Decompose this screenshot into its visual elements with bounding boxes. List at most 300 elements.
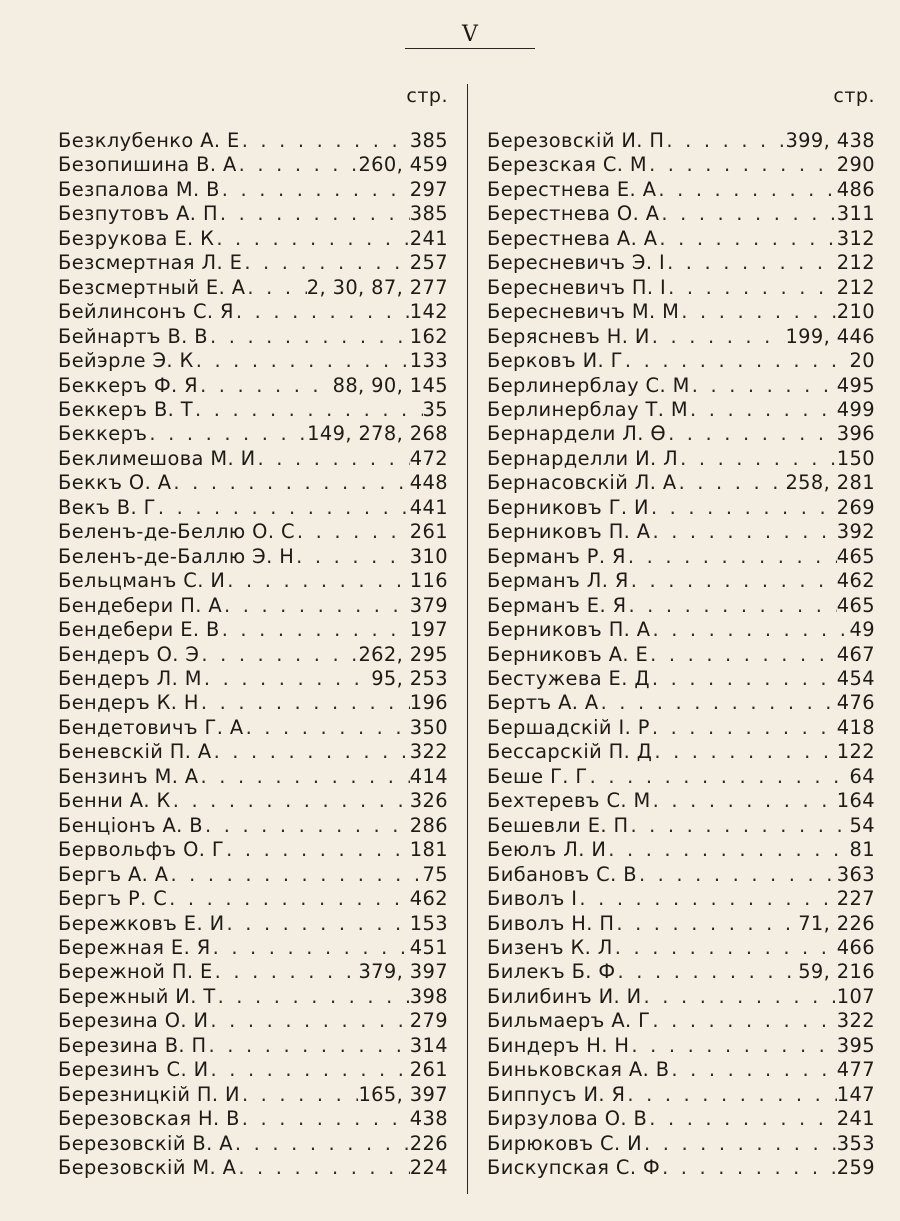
entry-name: Безклубенко А. Е	[58, 129, 240, 152]
dot-leader	[626, 594, 836, 618]
entry-pages: 385	[409, 129, 448, 152]
dot-leader	[225, 569, 410, 593]
entry-pages: 466	[836, 935, 875, 959]
index-entry	[58, 643, 448, 667]
dot-leader	[218, 202, 410, 226]
entry-pages: 286	[409, 813, 448, 837]
index-entry	[487, 422, 875, 446]
entry-pages: 49	[849, 618, 875, 642]
entry-name: Беккеръ Ф. Я	[58, 373, 199, 397]
entry-pages: 499	[836, 397, 875, 421]
dot-leader	[649, 496, 837, 520]
dot-leader	[614, 912, 798, 936]
entry-pages: 472	[409, 446, 448, 470]
index-entry	[487, 838, 875, 862]
dot-leader	[236, 1156, 409, 1180]
index-entry	[58, 1009, 448, 1033]
entry-name: Биньковская А. В	[487, 1058, 670, 1082]
entry-name: Беккеръ В. Т	[58, 397, 194, 421]
dot-leader	[657, 227, 836, 251]
dot-leader	[294, 545, 410, 569]
entry-pages: 350	[409, 715, 448, 739]
entry-name: Бирюковъ С. И	[487, 1131, 642, 1155]
entry-pages: 149, 278, 268	[307, 422, 448, 446]
dot-leader	[147, 422, 307, 446]
index-entry	[58, 471, 448, 495]
index-entry	[58, 398, 448, 422]
entry-name: Бейэрле Э. К	[58, 349, 194, 373]
entry-name: Бергъ Р. С	[58, 887, 168, 911]
index-entry	[487, 569, 875, 593]
entry-name: Бенціонъ А. В	[58, 813, 203, 837]
index-entry	[58, 1132, 448, 1156]
entry-pages: 259	[836, 1156, 875, 1180]
dot-leader	[588, 765, 850, 789]
index-entry	[58, 716, 448, 740]
entry-pages: 162	[409, 324, 448, 348]
index-entry	[58, 789, 448, 813]
entry-name: Безпалова М. В	[58, 177, 220, 201]
entry-pages: 326	[409, 789, 448, 813]
entry-pages: 310	[409, 544, 448, 568]
entry-pages: 465	[836, 544, 875, 568]
entry-pages: 322	[836, 1009, 875, 1033]
dot-leader	[647, 1107, 837, 1131]
dot-leader	[209, 1058, 410, 1082]
dot-leader	[613, 936, 837, 960]
entry-name: Бендетовичъ Г. А	[58, 715, 244, 739]
entry-pages: 258, 281	[785, 471, 875, 495]
dot-leader	[208, 1009, 409, 1033]
entry-pages: 363	[836, 862, 875, 886]
entry-name: Бернардели Л. Ѳ	[487, 422, 667, 446]
dot-leader	[688, 398, 837, 422]
index-entry	[58, 178, 448, 202]
entry-name: Биппусъ И. Я	[487, 1082, 626, 1106]
dot-leader	[678, 447, 837, 471]
entry-name: Безсмертная Л. Е	[58, 251, 243, 275]
dot-leader	[665, 251, 837, 275]
index-entry	[58, 838, 448, 862]
index-entry	[58, 227, 448, 251]
entry-pages: 385	[409, 202, 448, 226]
index-entry	[487, 863, 875, 887]
entry-name: Бервольфъ О. Г	[58, 838, 225, 862]
dot-leader	[194, 349, 410, 373]
entry-name: Бибановъ С. В	[487, 862, 637, 886]
entry-pages: 197	[409, 618, 448, 642]
index-entry	[487, 349, 875, 373]
dot-leader	[669, 1058, 836, 1082]
dot-leader	[222, 594, 410, 618]
entry-pages: 165, 397	[358, 1082, 448, 1106]
dot-leader	[224, 838, 410, 862]
page-column-heading: стр.	[833, 85, 875, 107]
entry-name: Беккъ О. А	[58, 471, 172, 495]
dot-leader	[156, 496, 410, 520]
dot-leader	[650, 618, 849, 642]
entry-name: Берниковъ А. Е	[487, 642, 649, 666]
entry-name: Беклимешова М. И	[58, 446, 256, 470]
index-entry	[487, 789, 875, 813]
entry-pages: 257	[409, 251, 448, 275]
entry-pages: 312	[836, 226, 875, 250]
index-entry	[58, 374, 448, 398]
index-entry	[487, 814, 875, 838]
entry-pages: 153	[409, 911, 448, 935]
entry-pages: 20	[849, 349, 875, 373]
dot-leader	[647, 153, 837, 177]
index-entry	[58, 863, 448, 887]
entry-pages: 279	[409, 1009, 448, 1033]
entry-name: Берестнева Е. А	[487, 177, 657, 201]
entry-pages: 210	[836, 300, 875, 324]
entry-name: Бернасовскій Л. А	[487, 471, 677, 495]
entry-pages: 486	[836, 177, 875, 201]
index-entry	[487, 765, 875, 789]
entry-pages: 399, 438	[785, 129, 875, 152]
index-entry	[58, 569, 448, 593]
index-entry	[487, 1107, 875, 1131]
entry-name: Березская С. М	[487, 153, 648, 177]
dot-leader	[659, 202, 836, 226]
entry-name: Бешевли Е. П	[487, 813, 629, 837]
dot-leader	[660, 1156, 837, 1180]
index-entry	[58, 422, 448, 446]
index-entry	[58, 594, 448, 618]
index-entry	[487, 936, 875, 960]
entry-name: Бискупская С. Ф	[487, 1156, 661, 1180]
dot-leader	[650, 520, 836, 544]
entry-name: Берлинерблау С. М	[487, 373, 690, 397]
index-entry	[58, 349, 448, 373]
dot-leader	[212, 740, 410, 764]
entry-name: Беккеръ	[58, 422, 148, 446]
entry-pages: 414	[409, 764, 448, 788]
dot-leader	[240, 129, 410, 153]
dot-leader	[220, 178, 410, 202]
dot-leader	[167, 887, 410, 911]
entry-name: Биволъ Н. П	[487, 911, 615, 935]
entry-pages: 269	[836, 495, 875, 519]
index-entry	[58, 325, 448, 349]
dot-leader	[168, 863, 422, 887]
index-entry	[58, 496, 448, 520]
entry-name: Бересневичъ М. М	[487, 300, 680, 324]
dot-leader	[216, 985, 410, 1009]
index-entry	[58, 618, 448, 642]
index-entry	[487, 691, 875, 715]
index-entry	[487, 716, 875, 740]
index-entry	[58, 545, 448, 569]
index-entry	[487, 153, 875, 177]
entry-pages: 462	[836, 569, 875, 593]
index-entry	[487, 129, 875, 153]
index-entry	[487, 374, 875, 398]
dot-leader	[626, 545, 837, 569]
dot-leader	[651, 789, 837, 813]
dot-leader	[650, 1009, 836, 1033]
entry-pages: 441	[409, 495, 448, 519]
entry-pages: 88, 90, 145	[332, 373, 448, 397]
entry-name: Безсмертный Е. А	[58, 275, 246, 299]
entry-name: Бергъ А. А	[58, 862, 169, 886]
entry-name: Березовскій В. А	[58, 1131, 233, 1155]
entry-name: Берлинерблау Т. М	[487, 397, 689, 421]
index-entry	[487, 740, 875, 764]
entry-name: Берниковъ Г. И	[487, 495, 649, 519]
entry-pages: 454	[836, 666, 875, 690]
dot-leader	[242, 251, 409, 275]
index-entry	[58, 300, 448, 324]
dot-leader	[616, 960, 799, 984]
entry-list	[487, 129, 875, 1180]
entry-pages: 95, 253	[371, 666, 448, 690]
entry-pages: 322	[409, 740, 448, 764]
entry-name: Безрукова Е. К	[58, 226, 215, 250]
entry-pages: 116	[409, 569, 448, 593]
entry-name: Безопишина В. А	[58, 153, 237, 177]
entry-pages: 462	[409, 887, 448, 911]
dot-leader	[623, 349, 850, 373]
dot-leader	[256, 447, 410, 471]
index-entry	[487, 1156, 875, 1180]
dot-leader	[652, 740, 836, 764]
dot-leader	[211, 936, 410, 960]
index-entry	[487, 227, 875, 251]
dot-leader	[225, 912, 410, 936]
index-entry	[58, 202, 448, 226]
entry-name: Беленъ-де-Баллю Э. Н	[58, 544, 295, 568]
entry-list	[58, 129, 448, 1180]
entry-name: Березинъ С. И	[58, 1058, 209, 1082]
entry-pages: 81	[849, 838, 875, 862]
entry-name: Бейлинсонъ С. Я	[58, 300, 234, 324]
dot-leader	[650, 667, 837, 691]
index-entry	[58, 1058, 448, 1082]
entry-pages: 476	[836, 691, 875, 715]
index-entry	[487, 887, 875, 911]
dot-leader	[240, 1083, 358, 1107]
dot-leader	[606, 838, 849, 862]
index-entry	[487, 276, 875, 300]
entry-name: Березовская Н. В	[58, 1107, 240, 1131]
index-entry	[58, 887, 448, 911]
entry-pages: 379	[409, 593, 448, 617]
index-entry	[487, 398, 875, 422]
dot-leader	[666, 276, 837, 300]
entry-name: Бересневичъ Э. І	[487, 251, 666, 275]
index-entry	[58, 447, 448, 471]
entry-name: Билекъ Б. Ф	[487, 960, 616, 984]
index-entry	[487, 643, 875, 667]
entry-pages: 241	[836, 1107, 875, 1131]
dot-leader	[629, 569, 837, 593]
index-entry	[58, 520, 448, 544]
index-entry	[58, 251, 448, 275]
entry-pages: 241	[409, 226, 448, 250]
dot-leader	[650, 325, 786, 349]
dot-leader	[240, 1107, 410, 1131]
entry-name: Бернарделли И. Л	[487, 446, 679, 470]
index-entry	[487, 325, 875, 349]
entry-name: Бензинъ М. А	[58, 764, 199, 788]
entry-name: Безпутовъ А. П	[58, 202, 218, 226]
entry-pages: 196	[409, 691, 448, 715]
index-entry	[487, 251, 875, 275]
dot-leader	[628, 814, 849, 838]
entry-name: Биндеръ Н. Н	[487, 1033, 630, 1057]
entry-name: Берестнева А. А	[487, 226, 658, 250]
entry-name: Бельцманъ С. И	[58, 569, 226, 593]
dot-leader	[690, 374, 837, 398]
dot-leader	[650, 716, 837, 740]
index-entry	[487, 1083, 875, 1107]
entry-name: Бережная Е. Я	[58, 935, 211, 959]
dot-leader	[199, 765, 410, 789]
entry-name: Бехтеревъ С. М	[487, 789, 651, 813]
index-entry	[58, 912, 448, 936]
entry-name: Бересневичъ П. І	[487, 275, 667, 299]
entry-name: Бережный И. Т	[58, 984, 216, 1008]
dot-leader	[214, 227, 409, 251]
entry-pages: 75	[422, 862, 448, 886]
entry-name: Берясневъ Н. И	[487, 324, 650, 348]
index-entry	[487, 912, 875, 936]
index-entry	[487, 1034, 875, 1058]
entry-name: Векъ В. Г	[58, 495, 156, 519]
index-entry	[58, 765, 448, 789]
entry-name: Бендебери Е. В	[58, 618, 220, 642]
index-entry	[58, 1083, 448, 1107]
index-entry	[58, 985, 448, 1009]
dot-leader	[679, 300, 837, 324]
entry-pages: 465	[836, 593, 875, 617]
entry-name: Берниковъ П. А	[487, 618, 651, 642]
index-entry	[58, 691, 448, 715]
entry-pages: 477	[836, 1058, 875, 1082]
entry-pages: 379, 397	[358, 960, 448, 984]
entry-pages: 147	[836, 1082, 875, 1106]
entry-name: Берманъ Л. Я	[487, 569, 629, 593]
entry-pages: 212	[836, 275, 875, 299]
entry-name: Березина В. П	[58, 1033, 207, 1057]
entry-name: Бендебери П. А	[58, 593, 222, 617]
dot-leader	[666, 422, 837, 446]
entry-pages: 133	[409, 349, 448, 373]
dot-leader	[199, 643, 358, 667]
dot-leader	[637, 863, 837, 887]
index-column-right	[487, 80, 875, 1180]
entry-name: Березницкій П. И	[58, 1082, 240, 1106]
entry-pages: 227	[836, 887, 875, 911]
dot-leader	[648, 643, 837, 667]
entry-name: Берковъ И. Г	[487, 349, 623, 373]
entry-pages: 396	[836, 422, 875, 446]
index-entry	[487, 1132, 875, 1156]
index-entry	[58, 814, 448, 838]
dot-leader	[233, 1132, 410, 1156]
entry-name: Бестужева Е. Д	[487, 666, 650, 690]
entry-pages: 164	[836, 789, 875, 813]
index-entry	[487, 300, 875, 324]
dot-leader	[599, 691, 837, 715]
entry-pages: 398	[409, 984, 448, 1008]
page-column-heading: стр.	[406, 85, 448, 107]
entry-name: Берестнева О. А	[487, 202, 660, 226]
index-entry	[58, 1107, 448, 1131]
entry-pages: 181	[409, 838, 448, 862]
entry-name: Беневскій П. А	[58, 740, 212, 764]
dot-leader	[208, 325, 410, 349]
dot-leader	[198, 374, 333, 398]
entry-pages: 418	[836, 715, 875, 739]
dot-leader	[642, 985, 837, 1009]
index-entry	[487, 471, 875, 495]
dot-leader	[202, 667, 371, 691]
index-entry	[58, 740, 448, 764]
index-entry	[487, 1009, 875, 1033]
index-entry	[58, 129, 448, 153]
entry-pages: 226	[409, 1131, 448, 1155]
entry-pages: 212	[836, 251, 875, 275]
entry-name: Биволъ І	[487, 887, 578, 911]
entry-name: Бертъ А. А	[487, 691, 599, 715]
dot-leader	[625, 1083, 836, 1107]
index-entry	[487, 594, 875, 618]
index-entry	[58, 153, 448, 177]
index-entry	[487, 545, 875, 569]
dot-leader	[642, 1132, 837, 1156]
index-entry	[487, 667, 875, 691]
index-entry	[487, 960, 875, 984]
entry-pages: 261	[409, 520, 448, 544]
entry-name: Бережковъ Е. И	[58, 911, 225, 935]
entry-name: Беленъ-де-Беллю О. С	[58, 520, 295, 544]
header-rule	[405, 48, 535, 49]
entry-pages: 261	[409, 1058, 448, 1082]
entry-name: Бизенъ К. Л	[487, 935, 613, 959]
entry-pages: 199, 446	[785, 324, 875, 348]
dot-leader	[629, 1034, 836, 1058]
entry-name: Берниковъ П. А	[487, 520, 651, 544]
entry-pages: 451	[409, 935, 448, 959]
entry-pages: 59, 216	[798, 960, 875, 984]
entry-name: Бендеръ К. Н	[58, 691, 199, 715]
index-entry	[487, 618, 875, 642]
entry-name: Бендеръ О. Э	[58, 642, 200, 666]
dot-leader	[244, 716, 410, 740]
entry-name: Березовскій И. П	[487, 129, 665, 152]
entry-pages: 311	[836, 202, 875, 226]
entry-name: Бенни А. К	[58, 789, 171, 813]
index-entry	[487, 520, 875, 544]
dot-leader	[193, 398, 422, 422]
entry-pages: 392	[836, 520, 875, 544]
dot-leader	[664, 129, 785, 153]
entry-pages: 262, 295	[358, 642, 448, 666]
dot-leader	[207, 1034, 410, 1058]
dot-leader	[203, 814, 410, 838]
dot-leader	[171, 471, 409, 495]
entry-pages: 290	[836, 153, 875, 177]
entry-pages: 438	[409, 1107, 448, 1131]
dot-leader	[577, 887, 836, 911]
index-entry	[487, 202, 875, 226]
entry-name: Бережной П. Е	[58, 960, 213, 984]
entry-pages: 142	[409, 300, 448, 324]
entry-pages: 71, 226	[798, 911, 875, 935]
